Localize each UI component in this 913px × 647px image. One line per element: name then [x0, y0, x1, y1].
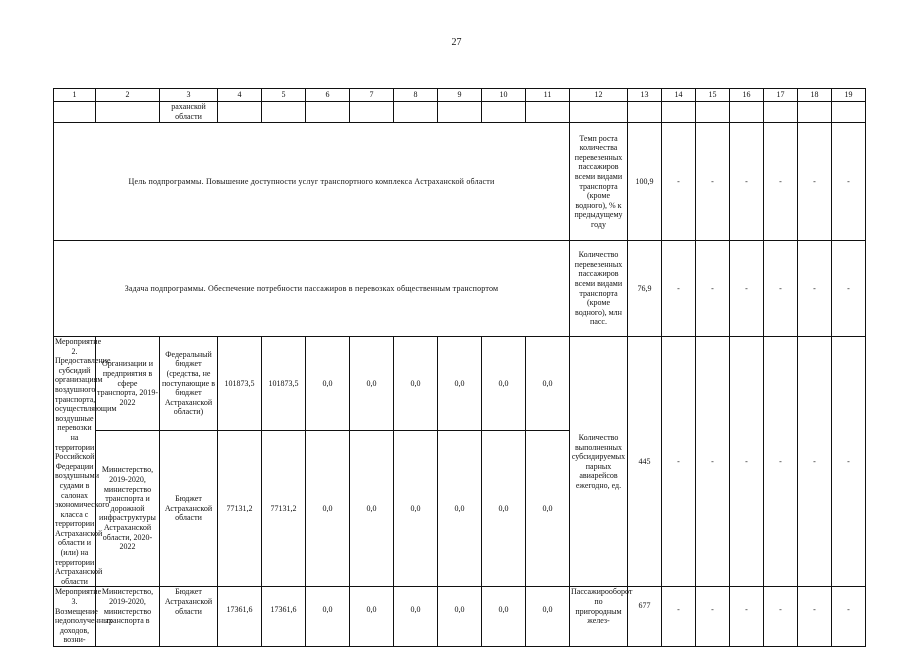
measure2-executor-1: Организации и предприятия в сфере транспорта, 2019-2022	[96, 337, 160, 431]
dash-cell: -	[832, 337, 866, 587]
col-header: 15	[696, 89, 730, 102]
dash-cell: -	[696, 587, 730, 647]
page-number: 27	[451, 37, 462, 48]
value-cell: 0,0	[394, 337, 438, 431]
value-cell: 0,0	[482, 587, 526, 647]
col-header: 8	[394, 89, 438, 102]
empty-cell	[764, 102, 798, 123]
goal-row	[54, 123, 866, 241]
measure2-2019-2: 77131,2	[262, 430, 306, 587]
value-cell: 0,0	[526, 430, 570, 587]
measure3-executor: Министерство, 2019-2020, министерство транспорта в	[96, 587, 160, 647]
measure2-total-1: 101873,5	[218, 337, 262, 431]
dash-cell: -	[730, 337, 764, 587]
program-table-wrapper	[53, 88, 861, 645]
task-row	[54, 241, 866, 337]
measure3-2019: 17361,6	[262, 587, 306, 647]
empty-cell	[438, 102, 482, 123]
value-cell: 0,0	[394, 587, 438, 647]
dash-cell: -	[798, 587, 832, 647]
value-cell: 0,0	[350, 587, 394, 647]
value-cell: 0,0	[438, 337, 482, 431]
measure2-row-1	[54, 337, 866, 431]
empty-cell	[350, 102, 394, 123]
empty-cell	[96, 102, 160, 123]
col-header: 2	[96, 89, 160, 102]
col-header: 16	[730, 89, 764, 102]
empty-cell	[798, 102, 832, 123]
empty-cell	[306, 102, 350, 123]
empty-cell	[394, 102, 438, 123]
measure2-source-2: Бюджет Астраханской области	[160, 430, 218, 587]
value-cell: 0,0	[350, 430, 394, 587]
carry-over-row	[54, 102, 866, 123]
dash-cell: -	[764, 587, 798, 647]
col-header: 6	[306, 89, 350, 102]
measure2-indicator: Количество выполненных субсидируемых парных авиарейсов ежегодно, ед.	[570, 337, 628, 587]
measure2-executor-2: Министерство, 2019-2020, министерство транспорта и дорожной инфраструктуры Астраханской области, 2020-2022	[96, 430, 160, 587]
col-header: 11	[526, 89, 570, 102]
program-table	[53, 88, 866, 647]
task-text: Задача подпрограммы. Обеспечение потребности пассажиров в перевозках общественным транспортом	[54, 241, 570, 337]
value-cell: 0,0	[526, 587, 570, 647]
carry-over-text: раханской области	[160, 102, 218, 123]
goal-value: 100,9	[628, 123, 662, 241]
goal-indicator: Темп роста количества перевезенных пассажиров всеми видами транспорта (кроме водного), % к предыдущему году	[570, 123, 628, 241]
measure3-indicator: Пассажирооборот по пригородным желез-	[570, 587, 628, 647]
dash-cell: -	[832, 241, 866, 337]
col-header: 9	[438, 89, 482, 102]
measure2-source-1: Федеральный бюджет (средства, не поступающие в бюджет Астраханской области)	[160, 337, 218, 431]
col-header: 14	[662, 89, 696, 102]
empty-cell	[526, 102, 570, 123]
dash-cell: -	[696, 123, 730, 241]
header-row	[54, 89, 866, 102]
measure2-total-2: 77131,2	[218, 430, 262, 587]
col-header: 4	[218, 89, 262, 102]
empty-cell	[54, 102, 96, 123]
dash-cell: -	[764, 241, 798, 337]
value-cell: 0,0	[306, 430, 350, 587]
col-header: 5	[262, 89, 306, 102]
measure3-source: Бюджет Астраханской области	[160, 587, 218, 647]
value-cell: 0,0	[482, 337, 526, 431]
dash-cell: -	[730, 123, 764, 241]
measure2-2019-1: 101873,5	[262, 337, 306, 431]
value-cell: 0,0	[438, 430, 482, 587]
measure3-value: 677	[628, 587, 662, 647]
dash-cell: -	[832, 123, 866, 241]
dash-cell: -	[662, 241, 696, 337]
empty-cell	[570, 102, 628, 123]
value-cell: 0,0	[482, 430, 526, 587]
measure2-name: Мероприятие 2. Предоставление субсидий организациям воздушного транспорта, осуществляющим воздушные перевозки на территории Российской Федерации воздушными судами в салонах экономического класса с территории Астраханской области и (или) на территории Астраханской области	[55, 337, 117, 586]
col-header: 19	[832, 89, 866, 102]
col-header: 3	[160, 89, 218, 102]
dash-cell: -	[696, 241, 730, 337]
dash-cell: -	[662, 587, 696, 647]
value-cell: 0,0	[438, 587, 482, 647]
col-header: 18	[798, 89, 832, 102]
value-cell: 0,0	[394, 430, 438, 587]
col-header: 13	[628, 89, 662, 102]
col-header: 12	[570, 89, 628, 102]
value-cell: 0,0	[306, 587, 350, 647]
col-header: 7	[350, 89, 394, 102]
value-cell: 0,0	[306, 337, 350, 431]
task-value: 76,9	[628, 241, 662, 337]
empty-cell	[832, 102, 866, 123]
empty-cell	[262, 102, 306, 123]
dash-cell: -	[798, 337, 832, 587]
dash-cell: -	[730, 587, 764, 647]
measure3-total: 17361,6	[218, 587, 262, 647]
empty-cell	[696, 102, 730, 123]
empty-cell	[628, 102, 662, 123]
col-header: 1	[54, 89, 96, 102]
col-header: 17	[764, 89, 798, 102]
dash-cell: -	[832, 587, 866, 647]
col-header: 10	[482, 89, 526, 102]
measure2-value: 445	[628, 337, 662, 587]
dash-cell: -	[662, 337, 696, 587]
goal-text: Цель подпрограммы. Повышение доступности услуг транспортного комплекса Астраханской области	[54, 123, 570, 241]
dash-cell: -	[764, 123, 798, 241]
dash-cell: -	[764, 337, 798, 587]
empty-cell	[482, 102, 526, 123]
value-cell: 0,0	[350, 337, 394, 431]
dash-cell: -	[798, 123, 832, 241]
empty-cell	[662, 102, 696, 123]
dash-cell: -	[730, 241, 764, 337]
empty-cell	[730, 102, 764, 123]
dash-cell: -	[696, 337, 730, 587]
value-cell: 0,0	[526, 337, 570, 431]
empty-cell	[218, 102, 262, 123]
task-indicator: Количество перевезенных пассажиров всеми видами транспорта (кроме водного), млн пасс.	[570, 241, 628, 337]
dash-cell: -	[662, 123, 696, 241]
measure3-name: Мероприятие 3. Возмещение недополученных доходов, возни-	[54, 587, 96, 647]
measure3-row	[54, 587, 866, 647]
dash-cell: -	[798, 241, 832, 337]
